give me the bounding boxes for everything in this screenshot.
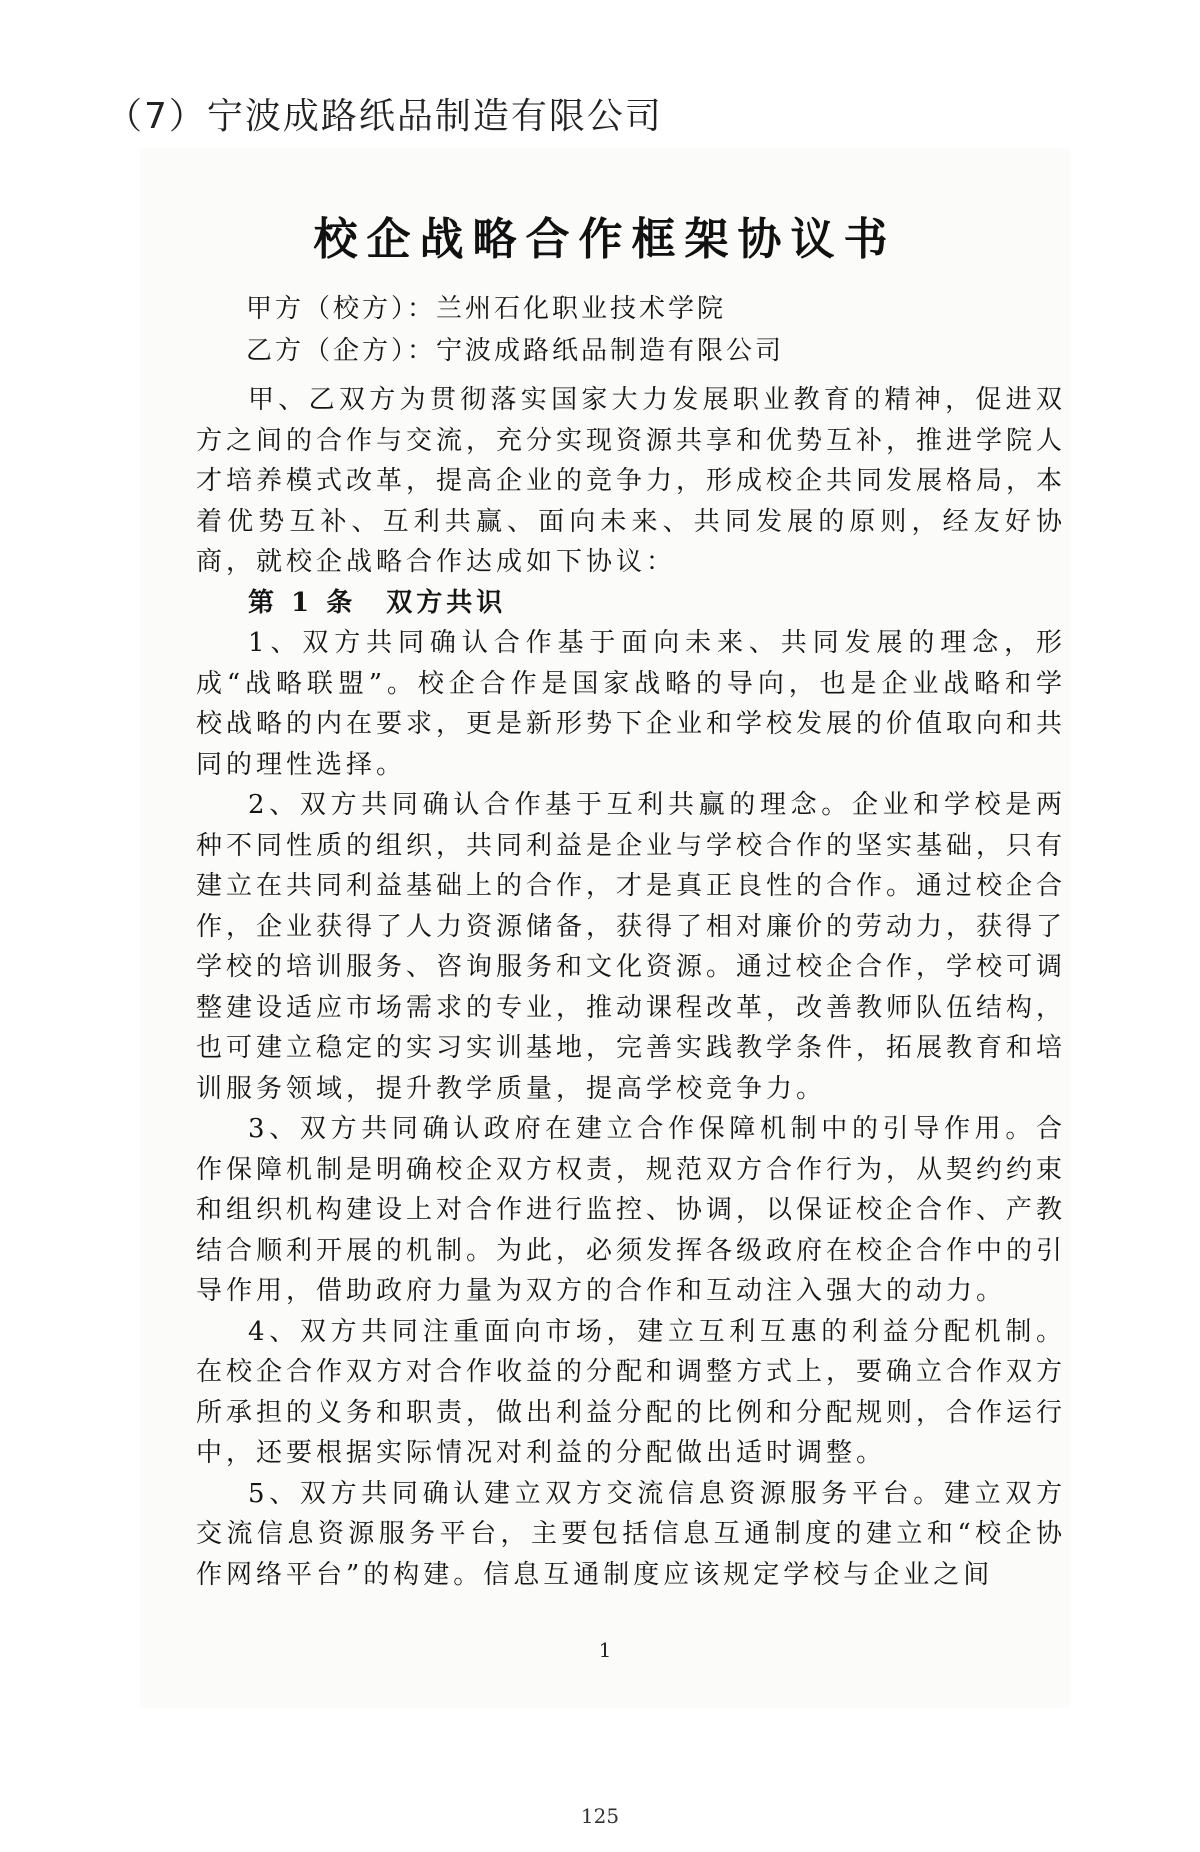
preamble-paragraph: 甲、乙双方为贯彻落实国家大力发展职业教育的精神，促进双方之间的合作与交流，充分实现资源共享和优势互补，推进学院人才培养模式改革，提高企业的竞争力，形成校企共同发展格局，本着优势互补、互利共赢、面向未来、共同发展的原则，经友好协商，就校企战略合作达成如下协议：	[196, 385, 1067, 577]
agreement-body	[196, 380, 1066, 1595]
clause-item-5: 5、双方共同确认建立双方交流信息资源服务平台。建立双方交流信息资源服务平台，主要包括信息互通制度的建立和“校企协作网络平台”的构建。信息互通制度应该规定学校与企业之间	[196, 1478, 1066, 1590]
party-a-line: 甲方（校方）：兰州石化职业技术学院	[246, 294, 727, 324]
page-number: 125	[580, 1804, 620, 1828]
document-title: 校企战略合作框架协议书	[313, 214, 897, 265]
scanned-agreement	[140, 148, 1070, 1708]
clause-item-1: 1、双方共同确认合作基于面向未来、共同发展的理念，形成“战略联盟”。校企合作是国家战略的导向，也是企业战略和学校战略的内在要求，更是新形势下企业和学校发展的价值取向和共同的理性选择。	[196, 628, 1067, 780]
scan-page-number: 1	[598, 1638, 612, 1662]
clause-item-3: 3、双方共同确认政府在建立合作保障机制中的引导作用。合作保障机制是明确校企双方权责，规范双方合作行为，从契约约束和组织机构建设上对合作进行监控、协调，以保证校企合作、产教结合顺利开展的机制。为此，必须发挥各级政府在校企合作中的引导作用，借助政府力量为双方的合作和互动注入强大的动力。	[196, 1114, 1067, 1306]
clause-1-heading: 第 1 条 双方共识	[248, 587, 507, 618]
clause-item-2: 2、双方共同确认合作基于互利共赢的理念。企业和学校是两种不同性质的组织，共同利益是企业与学校合作的坚实基础，只有建立在共同利益基础上的合作，才是真正良性的合作。通过校企合作，企业获得了人力资源储备，获得了相对廉价的劳动力，获得了学校的培训服务、咨询服务和文化资源。通过校企合作，学校可调整建设适应市场需求的专业，推动课程改革，改善教师队伍结构，也可建立稳定的实习实训基地，完善实践教学条件，拓展教育和培训服务领域，提升教学质量，提高学校竞争力。	[196, 790, 1067, 1104]
party-b-line: 乙方（企方）：宁波成路纸品制造有限公司	[246, 336, 785, 366]
clause-item-4: 4、双方共同注重面向市场，建立互利互惠的利益分配机制。在校企合作双方对合作收益的分配和调整方式上，要确立合作双方所承担的义务和职责，做出利益分配的比例和分配规则，合作运行中，还要根据实际情况对利益的分配做出适时调整。	[196, 1316, 1067, 1468]
section-heading: （7）宁波成路纸品制造有限公司	[106, 96, 663, 137]
